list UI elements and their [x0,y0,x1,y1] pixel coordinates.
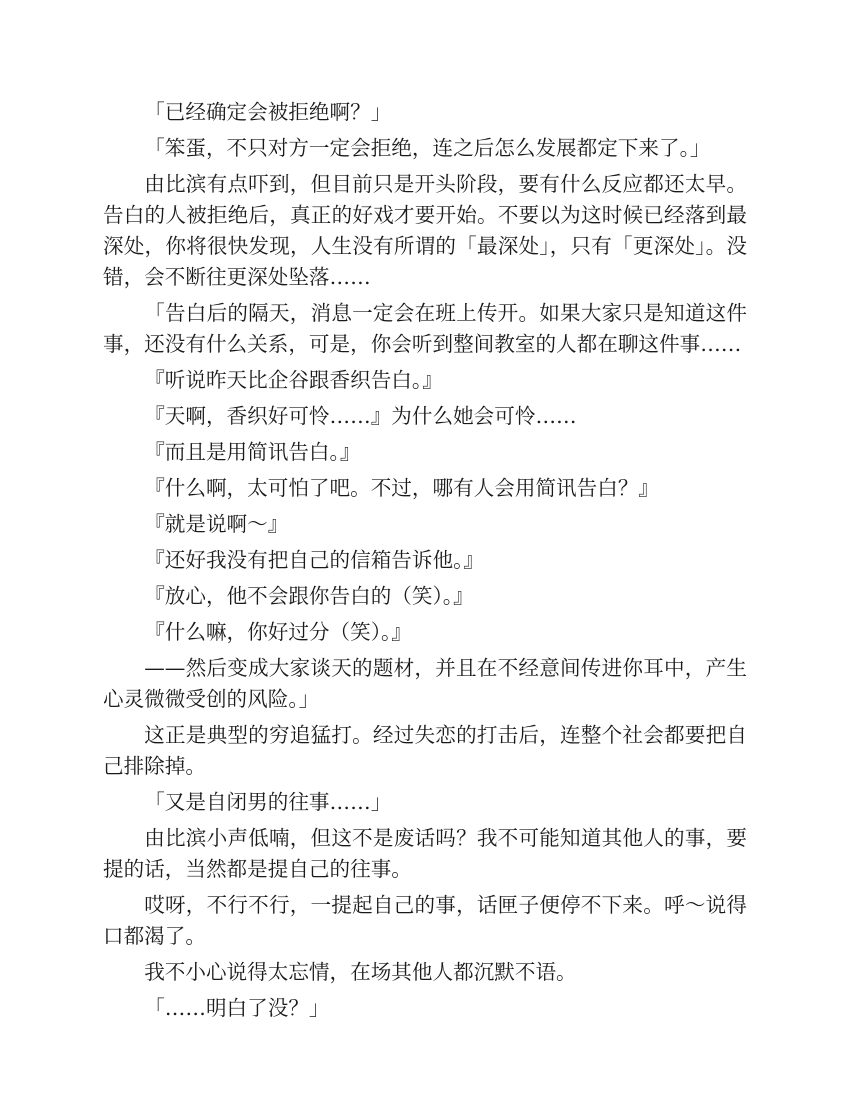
paragraph-10: 『还好我没有把自己的信箱告诉他。』 [144,548,484,572]
paragraph-11: 『放心，他不会跟你告白的（笑）。』 [144,584,474,608]
paragraph-4: 「告白后的隔天，消息一定会在班上传开。如果大家只是知道这件事，还没有什么关系，可是，你会听到整间教室的人都在聊这件事…… [103,301,747,356]
paragraph-15: 「又是自闭男的往事……」 [144,790,392,814]
paragraph-8: 『什么啊，太可怕了吧。不过，哪有人会用简讯告白？』 [144,476,660,500]
paragraph-9: 『就是说啊～』 [144,512,289,536]
paragraph-6: 『天啊，香织好可怜……』为什么她会可怜…… [144,404,577,428]
paragraph-14: 这正是典型的穷追猛打。经过失恋的打击后，连整个社会都要把自己排除掉。 [103,723,747,778]
paragraph-16: 由比滨小声低喃，但这不是废话吗？我不可能知道其他人的事，要提的话，当然都是提自己的往事。 [103,826,747,881]
paragraph-17: 哎呀，不行不行，一提起自己的事，话匣子便停不下来。呼～说得口都渴了。 [103,893,747,948]
paragraph-2: 「笨蛋，不只对方一定会拒绝，连之后怎么发展都定下来了。」 [144,136,711,160]
paragraph-5: 『听说昨天比企谷跟香织告白。』 [144,368,443,392]
body-text [103,97,747,1029]
paragraph-1: 「已经确定会被拒绝啊？」 [144,100,392,124]
paragraph-12: 『什么嘛，你好过分（笑）。』 [144,620,412,644]
paragraph-13: ——然后变成大家谈天的题材，并且在不经意间传进你耳中，产生心灵微微受创的风险。」 [103,656,747,711]
paragraph-3: 由比滨有点吓到，但目前只是开头阶段，要有什么反应都还太早。告白的人被拒绝后，真正的好戏才要开始。不要以为这时候已经落到最深处，你将很快发现，人生没有所谓的「最深处」，只有「更深处」。没错，会不断往更深处坠落…… [103,172,747,289]
paragraph-18: 我不小心说得太忘情，在场其他人都沉默不语。 [144,960,577,984]
paragraph-19: 「……明白了没？」 [144,996,330,1020]
paragraph-7: 『而且是用简讯告白。』 [144,440,361,464]
